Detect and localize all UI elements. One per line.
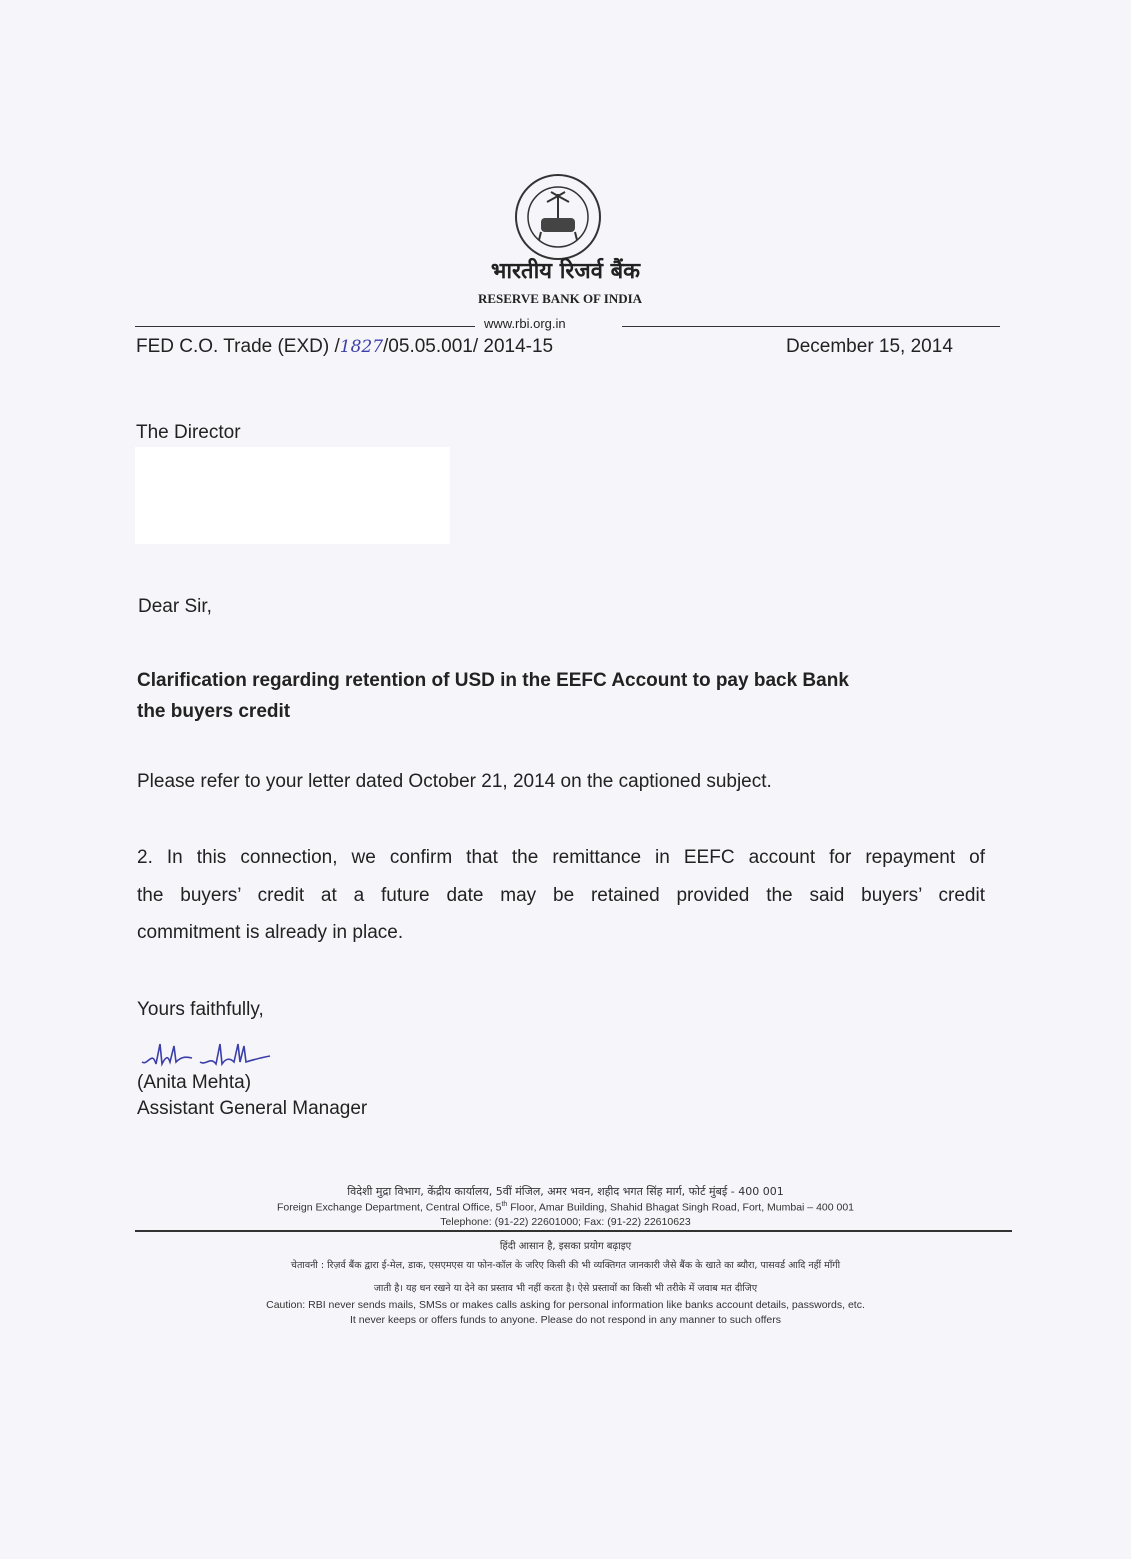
signature	[140, 1036, 280, 1072]
footer-hindi-slogan: हिंदी आसान है, इसका प्रयोग बढ़ाइए	[499, 1241, 632, 1252]
subject-line-1: Clarification regarding retention of USD in the EEFC Account to pay back Bank	[137, 670, 849, 691]
bank-name-hindi: भारतीय रिजर्व बैंक	[490, 259, 641, 284]
footer-address-english: Foreign Exchange Department, Central Office, 5th Floor, Amar Building, Shahid Bhagat Singh Road, Fort, Mumbai – 400 001	[276, 1201, 855, 1214]
signatory-name: (Anita Mehta)	[137, 1072, 252, 1093]
letter-date: December 15, 2014	[786, 336, 953, 357]
footer-caution-english-2: It never keeps or offers funds to anyone. Please do not respond in any manner to such offers	[350, 1314, 781, 1326]
footer-caution-english-1: Caution: RBI never sends mails, SMSs or makes calls asking for personal information like banks account details, passwords, etc.	[266, 1299, 865, 1311]
bank-name-english: RESERVE BANK OF INDIA	[477, 291, 643, 306]
paragraph-1: Please refer to your letter dated October 21, 2014 on the captioned subject.	[137, 771, 772, 792]
signatory-designation: Assistant General Manager	[137, 1098, 368, 1119]
subject-line-2: the buyers credit	[137, 701, 291, 722]
handwritten-number: 1827	[339, 337, 384, 357]
paragraph-2-line-3: commitment is already in place.	[137, 922, 404, 943]
recipient-title: The Director	[136, 422, 241, 443]
footer-caution-hindi-1: चेतावनी : रिज़र्व बैंक द्वारा ई-मेल, डाक, एसएमएस या फोन-कॉल के जरिए किसी की भी व्यक्तिगत जानकारी जैसे बैंक के खाते का ब्यौरा, पासवर्ड आदि नहीं माँगी	[290, 1260, 841, 1271]
footer-contact: Telephone: (91-22) 22601000; Fax: (91-22) 22610623	[440, 1216, 691, 1228]
footer-address-hindi: विदेशी मुद्रा विभाग, केंद्रीय कार्यालय, 5वीं मंजिल, अमर भवन, शहीद भगत सिंह मार्ग, फोर्ट मुंबई - 400 001	[347, 1185, 784, 1198]
rbi-seal-logo	[513, 172, 603, 262]
closing: Yours faithfully,	[137, 999, 264, 1020]
website-link: www.rbi.org.in	[484, 316, 566, 331]
paragraph-2-line-1: 2. In this connection, we confirm that the remittance in EEFC account for repayment of	[137, 847, 985, 868]
reference-number: FED C.O. Trade (EXD) /1827/05.05.001/ 2014-15	[136, 336, 554, 357]
redacted-address	[135, 447, 450, 544]
salutation: Dear Sir,	[138, 596, 212, 617]
footer-caution-hindi-2: जाती है। यह धन रखने या देने का प्रस्ताव भी नहीं करता है। ऐसे प्रस्तावों का किसी भी तरीके में जवाब मत दीजिए	[373, 1283, 758, 1294]
paragraph-2-line-2: the buyers’ credit at a future date may be retained provided the said buyers’ credit	[137, 885, 985, 906]
